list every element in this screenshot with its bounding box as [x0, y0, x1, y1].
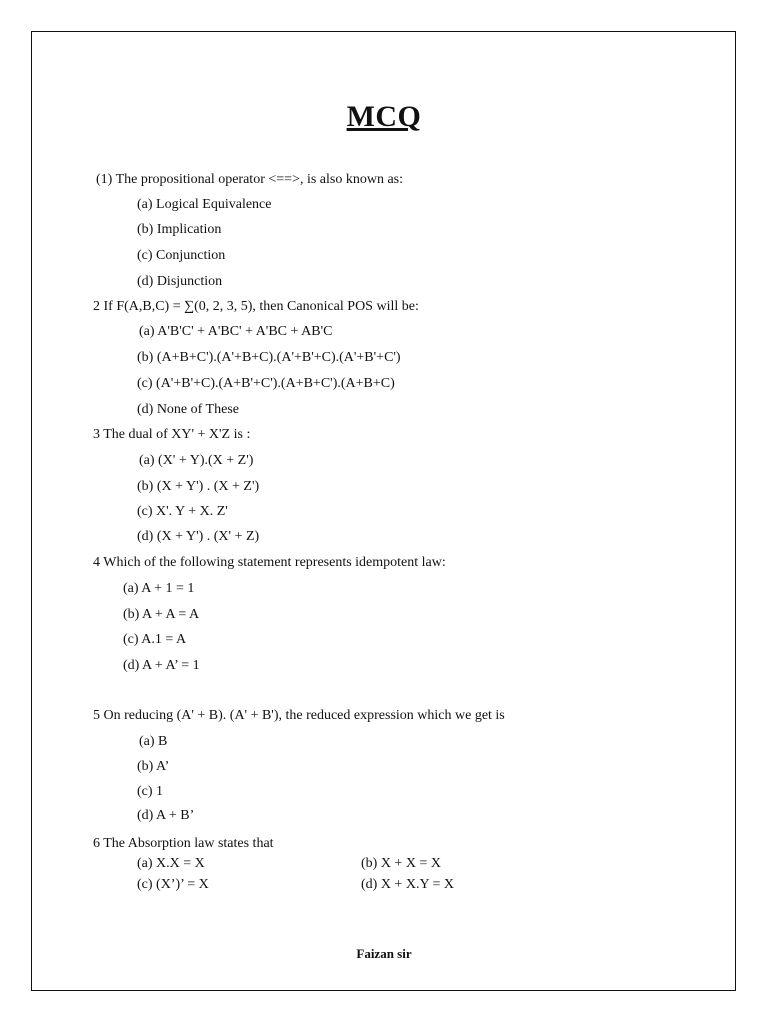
question-4-option-c: (c) A.1 = A	[123, 632, 187, 647]
question-5-option-b: (b) A’	[137, 759, 170, 774]
question-1-option-a: (a) Logical Equivalence	[137, 197, 272, 212]
question-6-option-a: (a) X.X = X	[137, 856, 205, 871]
question-3-option-d: (d) (X + Y') . (X' + Z)	[137, 529, 260, 544]
question-3-option-c: (c) X'. Y + X. Z'	[137, 504, 228, 519]
question-6-option-d: (d) X + X.Y = X	[361, 877, 455, 892]
question-3-text: 3 The dual of XY' + X'Z is :	[93, 427, 251, 442]
question-3-option-b: (b) (X + Y') . (X + Z')	[137, 479, 260, 494]
question-1-option-d: (d) Disjunction	[137, 274, 223, 289]
author-footer: Faizan sir	[356, 946, 412, 961]
question-5-option-d: (d) A + B’	[137, 808, 195, 823]
question-2-text: 2 If F(A,B,C) = ∑(0, 2, 3, 5), then Canonical POS will be:	[93, 299, 419, 314]
question-4-option-a: (a) A + 1 = 1	[123, 581, 195, 596]
question-2-option-b: (b) (A+B+C').(A'+B+C).(A'+B'+C).(A'+B'+C')	[137, 350, 401, 365]
page-title: MCQ	[346, 100, 422, 133]
question-5-option-c: (c) 1	[137, 784, 164, 799]
question-6-option-b: (b) X + X = X	[361, 856, 441, 871]
question-5-option-a: (a) B	[139, 734, 168, 749]
question-6-text: 6 The Absorption law states that	[93, 836, 274, 851]
question-5-text: 5 On reducing (A' + B). (A' + B'), the reduced expression which we get is	[93, 708, 505, 723]
question-2-option-d: (d) None of These	[137, 402, 239, 417]
question-4-text: 4 Which of the following statement represents idempotent law:	[93, 555, 446, 570]
question-4-option-b: (b) A + A = A	[123, 607, 200, 622]
question-1-option-b: (b) Implication	[137, 222, 222, 237]
question-3-option-a: (a) (X' + Y).(X + Z')	[139, 453, 254, 468]
question-2-option-a: (a) A'B'C' + A'BC' + A'BC + AB'C	[139, 324, 333, 339]
question-4-option-d: (d) A + A’ = 1	[123, 658, 200, 673]
question-6-option-c: (c) (X’)’ = X	[137, 877, 209, 892]
question-1-option-c: (c) Conjunction	[137, 248, 226, 263]
question-1-text: (1) The propositional operator <==>, is also known as:	[96, 172, 403, 187]
question-2-option-c: (c) (A'+B'+C).(A+B'+C').(A+B+C').(A+B+C)	[137, 376, 395, 391]
